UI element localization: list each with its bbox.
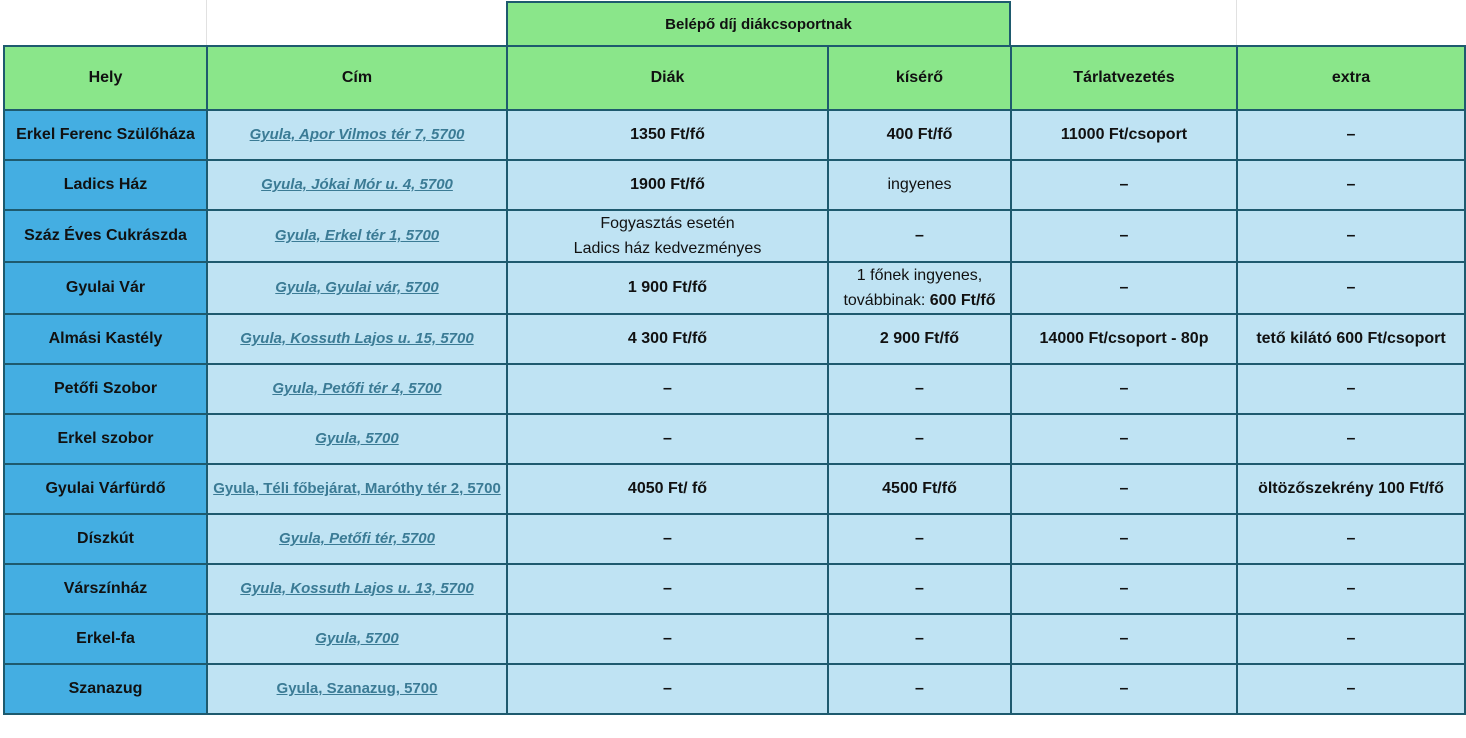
tour-price-cell[interactable]: – xyxy=(1011,664,1237,714)
escort-note-price: 600 Ft/fő xyxy=(929,292,996,309)
table-row xyxy=(4,464,1465,514)
place-cell[interactable]: Gyulai Várfürdő xyxy=(4,464,207,514)
escort-price-cell[interactable]: ingyenes xyxy=(828,160,1011,210)
address-cell[interactable] xyxy=(207,160,507,210)
table-row xyxy=(4,160,1465,210)
student-price-cell[interactable]: 4050 Ft/ fő xyxy=(507,464,828,514)
extra-cell[interactable]: – xyxy=(1237,614,1465,664)
tour-price-cell[interactable]: – xyxy=(1011,160,1237,210)
student-price-cell[interactable]: – xyxy=(507,514,828,564)
escort-price-cell[interactable]: – xyxy=(828,414,1011,464)
header-diak[interactable]: Diák xyxy=(507,46,828,110)
extra-cell[interactable]: tető kilátó 600 Ft/csoport xyxy=(1237,314,1465,364)
super-header-cell[interactable]: Belépő díj diákcsoportnak xyxy=(506,1,1011,47)
table-row xyxy=(4,364,1465,414)
student-price-cell[interactable]: 1 900 Ft/fő xyxy=(507,262,828,314)
table-row xyxy=(4,564,1465,614)
extra-cell[interactable]: – xyxy=(1237,110,1465,160)
address-cell[interactable] xyxy=(207,110,507,160)
student-note-line2: Ladics ház kedvezményes xyxy=(573,240,762,257)
extra-cell[interactable]: öltözőszekrény 100 Ft/fő xyxy=(1237,464,1465,514)
place-cell[interactable]: Petőfi Szobor xyxy=(4,364,207,414)
place-cell[interactable]: Száz Éves Cukrászda xyxy=(4,210,207,262)
place-cell[interactable]: Ladics Ház xyxy=(4,160,207,210)
header-hely[interactable]: Hely xyxy=(4,46,207,110)
address-link[interactable]: Gyula, 5700 xyxy=(315,630,399,647)
place-cell[interactable]: Erkel Ferenc Szülőháza xyxy=(4,110,207,160)
table-row xyxy=(4,414,1465,464)
header-extra[interactable]: extra xyxy=(1237,46,1465,110)
place-cell[interactable]: Szanazug xyxy=(4,664,207,714)
tour-price-cell[interactable]: – xyxy=(1011,464,1237,514)
tour-price-cell[interactable]: – xyxy=(1011,262,1237,314)
table-row xyxy=(4,314,1465,364)
address-link[interactable]: Gyula, Apor Vilmos tér 7, 5700 xyxy=(249,126,465,143)
table-row xyxy=(4,664,1465,714)
student-price-cell[interactable]: 4 300 Ft/fő xyxy=(507,314,828,364)
address-link[interactable]: Gyula, Jókai Mór u. 4, 5700 xyxy=(261,176,453,193)
extra-cell[interactable]: – xyxy=(1237,210,1465,262)
table-row xyxy=(4,110,1465,160)
header-kisero[interactable]: kísérő xyxy=(828,46,1011,110)
address-link[interactable]: Gyula, Gyulai vár, 5700 xyxy=(275,279,439,296)
escort-note-line2 xyxy=(833,288,1006,313)
student-price-cell[interactable]: – xyxy=(507,564,828,614)
address-cell[interactable] xyxy=(207,514,507,564)
table-row xyxy=(4,210,1465,262)
escort-price-cell[interactable]: 400 Ft/fő xyxy=(828,110,1011,160)
address-link[interactable]: Gyula, Petőfi tér, 5700 xyxy=(279,530,435,547)
address-cell[interactable] xyxy=(207,664,507,714)
extra-cell[interactable]: – xyxy=(1237,564,1465,614)
tour-price-cell[interactable]: – xyxy=(1011,564,1237,614)
extra-cell[interactable]: – xyxy=(1237,160,1465,210)
address-cell[interactable] xyxy=(207,210,507,262)
student-note-line1: Fogyasztás esetén xyxy=(600,215,735,232)
extra-cell[interactable]: – xyxy=(1237,664,1465,714)
extra-cell[interactable]: – xyxy=(1237,262,1465,314)
student-price-cell[interactable]: – xyxy=(507,664,828,714)
escort-price-cell[interactable] xyxy=(828,262,1011,314)
student-price-cell[interactable] xyxy=(507,210,828,262)
escort-price-cell[interactable]: – xyxy=(828,564,1011,614)
student-price-cell[interactable]: – xyxy=(507,414,828,464)
escort-price-cell[interactable]: – xyxy=(828,364,1011,414)
student-price-cell[interactable]: 1900 Ft/fő xyxy=(507,160,828,210)
tour-price-cell[interactable]: – xyxy=(1011,614,1237,664)
table-row xyxy=(4,614,1465,664)
address-cell[interactable] xyxy=(207,314,507,364)
table-row xyxy=(4,262,1465,314)
price-table xyxy=(3,45,1466,715)
tour-price-cell[interactable]: – xyxy=(1011,514,1237,564)
extra-cell[interactable]: – xyxy=(1237,414,1465,464)
address-cell[interactable] xyxy=(207,414,507,464)
address-link[interactable]: Gyula, Szanazug, 5700 xyxy=(276,680,438,697)
student-price-cell[interactable]: – xyxy=(507,614,828,664)
header-row xyxy=(4,46,1465,110)
escort-price-cell[interactable]: – xyxy=(828,210,1011,262)
address-link[interactable]: Gyula, Petőfi tér 4, 5700 xyxy=(272,380,442,397)
escort-price-cell[interactable]: – xyxy=(828,514,1011,564)
extra-cell[interactable]: – xyxy=(1237,514,1465,564)
student-price-cell[interactable]: – xyxy=(507,364,828,414)
address-cell[interactable] xyxy=(207,262,507,314)
tour-price-cell[interactable]: 14000 Ft/csoport - 80p xyxy=(1011,314,1237,364)
extra-cell[interactable]: – xyxy=(1237,364,1465,414)
address-link[interactable]: Gyula, 5700 xyxy=(315,430,399,447)
address-link[interactable]: Gyula, Kossuth Lajos u. 15, 5700 xyxy=(240,330,474,347)
place-cell[interactable]: Almási Kastély xyxy=(4,314,207,364)
address-cell[interactable] xyxy=(207,364,507,414)
address-cell[interactable] xyxy=(207,614,507,664)
header-tarlatvezetes[interactable]: Tárlatvezetés xyxy=(1011,46,1237,110)
address-link[interactable]: Gyula, Téli főbejárat, Maróthy tér 2, 5700 xyxy=(213,480,501,497)
escort-note-line1: 1 főnek ingyenes, xyxy=(856,267,983,284)
place-cell[interactable]: Gyulai Vár xyxy=(4,262,207,314)
escort-note-prefix: továbbinak: xyxy=(843,292,930,309)
address-cell[interactable] xyxy=(207,464,507,514)
escort-price-cell[interactable]: 2 900 Ft/fő xyxy=(828,314,1011,364)
student-price-cell[interactable]: 1350 Ft/fő xyxy=(507,110,828,160)
tour-price-cell[interactable]: 11000 Ft/csoport xyxy=(1011,110,1237,160)
place-cell[interactable]: Várszínház xyxy=(4,564,207,614)
header-cim[interactable]: Cím xyxy=(207,46,507,110)
escort-price-cell[interactable]: – xyxy=(828,614,1011,664)
address-cell[interactable] xyxy=(207,564,507,614)
tour-price-cell[interactable]: – xyxy=(1011,210,1237,262)
table-row xyxy=(4,514,1465,564)
place-cell[interactable]: Erkel szobor xyxy=(4,414,207,464)
place-cell[interactable]: Erkel-fa xyxy=(4,614,207,664)
address-link[interactable]: Gyula, Erkel tér 1, 5700 xyxy=(274,227,440,244)
address-link[interactable]: Gyula, Kossuth Lajos u. 13, 5700 xyxy=(240,580,474,597)
place-cell[interactable]: Díszkút xyxy=(4,514,207,564)
escort-price-cell[interactable]: 4500 Ft/fő xyxy=(828,464,1011,514)
tour-price-cell[interactable]: – xyxy=(1011,414,1237,464)
tour-price-cell[interactable]: – xyxy=(1011,364,1237,414)
escort-price-cell[interactable]: – xyxy=(828,664,1011,714)
